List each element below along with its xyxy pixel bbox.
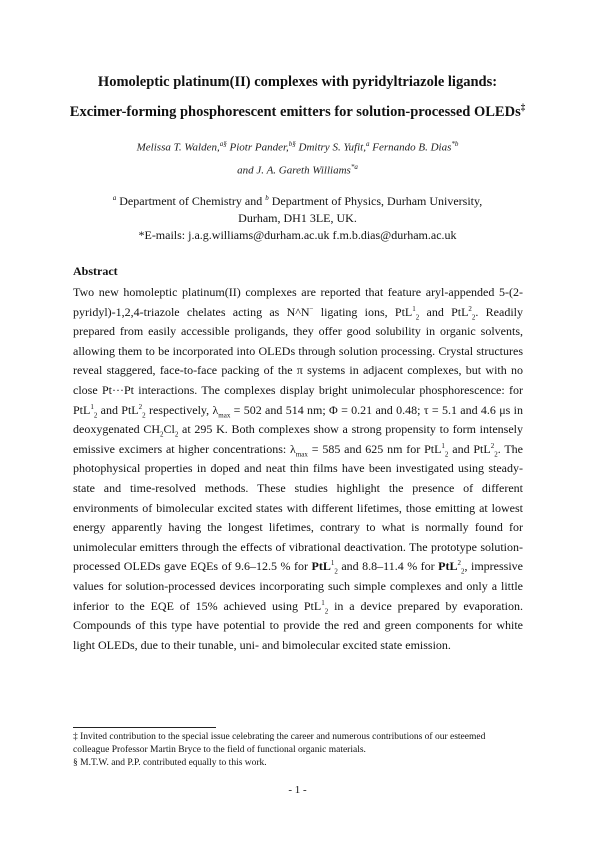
author-line-2: and J. A. Gareth Williams$^{*a}$: [237, 162, 358, 177]
author-name: Dmitry S. Yufit,: [295, 141, 366, 154]
author-name: and J. A. Gareth Williams: [237, 164, 351, 177]
author-list: [60, 135, 535, 180]
affiliation-line-1: $^a$ Department of Chemistry and $^b$ Department of Physics, Durham University,: [112, 194, 483, 208]
author-name: Fernando B. Dias: [369, 141, 452, 154]
affiliation-block: [60, 190, 535, 244]
footnote-rule: [73, 727, 216, 728]
page-number: - 1 -: [288, 784, 307, 796]
title-line-1: Homoleptic platinum(II) complexes with pyridyltriazole ligands:: [97, 74, 498, 90]
author-name: Piotr Pander,: [226, 141, 289, 154]
author-name: Melissa T. Walden,: [136, 141, 220, 154]
paper-title: [60, 70, 535, 125]
compound-label: PtL: [311, 559, 331, 574]
title-line-2: Excimer-forming phosphorescent emitters for solution-processed OLEDs‡: [69, 102, 526, 120]
footnote-dagger: ‡ Invited contribution to the special issue celebrating the career and numerous contributions of our esteemed colleague Professor Martin Bryce to the field of functional organic materials.: [73, 732, 486, 755]
contact-emails: *E-mails: j.a.g.williams@durham.ac.uk f.m.b.dias@durham.ac.uk: [138, 228, 457, 242]
footnote-equal-contribution: § M.T.W. and P.P. contributed equally to this work.: [73, 758, 267, 768]
footnotes: [73, 731, 523, 770]
compound-label: PtL: [438, 559, 458, 574]
dagger-mark: ‡: [520, 102, 526, 112]
affiliation-city: Durham, DH1 3LE, UK.: [238, 211, 357, 225]
abstract-text: Two new homoleptic platinum(II) complexes are reported that feature aryl-appended 5-(2-pyridyl)-1,2,4-triazole chelates acting as N^N− ligating ions, PtL$^1_2$ and PtL$^2_2$. Readily prepared from easily accessible proligands, they offer good solubility in organic solvents, allowing them to be incorporated into OLEDs through solution processing. Crystal structures reveal staggered, face-to-face packing of the π systems in adjacent complexes, but with no close Pt···Pt interactions. The complexes display bright unimolecular phosphorescence: for PtL$^1_2$ and PtL$^2_2$ respectively, $\lambda_{max} = 502$ and 514 nm; Φ = 0.21 and 0.48; τ = 5.1 and 4.6 μs in deoxygenated $CH_2Cl_2$ at 295 K. Both complexes show a strong propensity to form intensely emissive excimers at higher concentrations: $\lambda_{max} = 585$ and 625 nm for PtL$^1_2$ and PtL$^2_2$. The photophysical properties in doped and neat thin films have been investigated using steady-state and time-resolved methods. These studies highlight the presence of different environments of bimolecular excited states with different lifetimes, those emitting at lowest energy apparently having the longest lifetimes, contrary to what is normally found for unimolecular emitters through the effects of vibrational deactivation. The prototype solution-processed OLEDs gave EQEs of 9.6–12.5 % for PtL$^1_2$ and 8.8–11.4 % for PtL$^2_2$, impressive values for solution-processed devices incorporating such simple complexes and only a little inferior to the EQE of 15% achieved using PtL$^1_2$ in a device prepared by evaporation. Compounds of this type have potential to provide the red and green components for white light OLEDs, due to their tunable, uni- and bimolecular excited state emission.: [73, 285, 524, 652]
author-line-1: Melissa T. Walden,$^{a\S}$ Piotr Pander,$^{b\S}$ Dmitry S. Yufit,$^a$ Fernando B. Dias$^{*b}$: [136, 140, 459, 154]
abstract-heading: Abstract: [73, 264, 118, 278]
